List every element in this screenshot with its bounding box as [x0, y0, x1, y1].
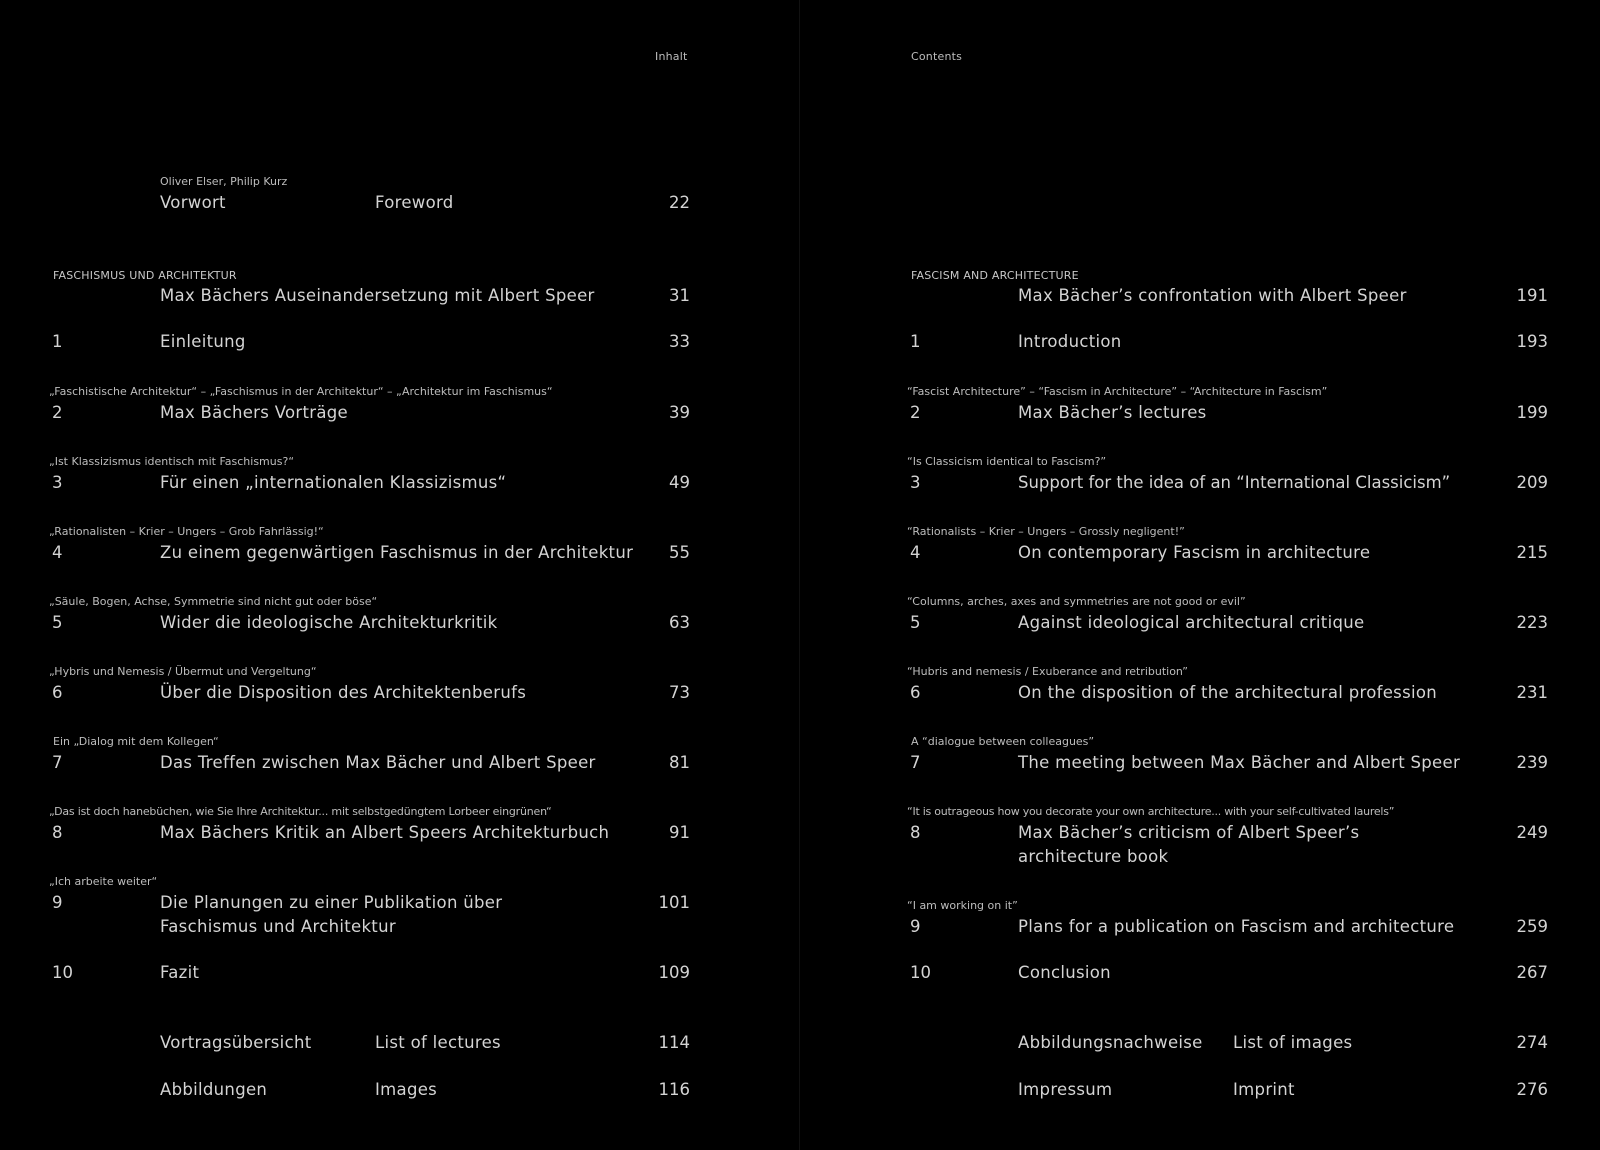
chapter-kicker: “I am working on it” — [907, 899, 1018, 912]
chapter-kicker: “Hubris and nemesis / Exuberance and retribution” — [907, 665, 1189, 678]
chapter-number: 10 — [52, 963, 73, 982]
chapter-number: 7 — [52, 753, 63, 772]
chapter-number: 8 — [52, 823, 63, 842]
chapter-title: The meeting between Max Bächer and Albert Speer — [1018, 753, 1461, 772]
chapter-page: 55 — [669, 543, 690, 562]
chapter-kicker: A “dialogue between colleagues” — [911, 735, 1095, 748]
chapter-title: On the disposition of the architectural profession — [1018, 683, 1438, 702]
appendix-page: 274 — [1516, 1033, 1548, 1052]
chapter-title: Für einen „internationalen Klassizismus“ — [160, 473, 507, 492]
chapter-page: 249 — [1516, 823, 1548, 842]
chapter-title: Über die Disposition des Architektenberufs — [160, 683, 527, 702]
chapter-title: Fazit — [160, 963, 200, 982]
chapter-title: Against ideological architectural critique — [1018, 613, 1365, 632]
foreword-title-de: Vorwort — [160, 193, 226, 212]
appendix-page: 116 — [658, 1080, 690, 1099]
appendix-title-de: Vortragsübersicht — [160, 1033, 312, 1052]
chapter-kicker: “It is outrageous how you decorate your own architecture... with your self-cultivated laurels” — [907, 805, 1395, 818]
appendix-title-de: Abbildungsnachweise — [1018, 1033, 1203, 1052]
chapter-number: 9 — [910, 917, 921, 936]
chapter-page: 209 — [1516, 473, 1548, 492]
chapter-title: Max Bächer’s criticism of Albert Speer’s — [1018, 823, 1360, 842]
page-header-inhalt: Inhalt — [655, 50, 688, 63]
chapter-kicker: „Ich arbeite weiter“ — [49, 875, 158, 888]
chapter-number: 1 — [910, 332, 921, 351]
chapter-title-line2: architecture book — [1018, 847, 1169, 866]
chapter-title: Die Planungen zu einer Publikation über — [160, 893, 503, 912]
chapter-page: 215 — [1516, 543, 1548, 562]
chapter-title: Wider die ideologische Architekturkritik — [160, 613, 498, 632]
chapter-number: 1 — [52, 332, 63, 351]
chapter-number: 6 — [52, 683, 63, 702]
chapter-page: 231 — [1516, 683, 1548, 702]
right-page — [800, 0, 1600, 1150]
chapter-page: 49 — [669, 473, 690, 492]
chapter-page: 33 — [669, 332, 690, 351]
chapter-title: Einleitung — [160, 332, 246, 351]
appendix-title-de: Impressum — [1018, 1080, 1113, 1099]
chapter-number: 6 — [910, 683, 921, 702]
chapter-page: 223 — [1516, 613, 1548, 632]
chapter-kicker: „Säule, Bogen, Achse, Symmetrie sind nicht gut oder böse“ — [49, 595, 378, 608]
page-header-contents: Contents — [911, 50, 963, 63]
chapter-kicker: „Hybris und Nemesis / Übermut und Vergeltung“ — [49, 665, 317, 678]
chapter-page: 81 — [669, 753, 690, 772]
chapter-number: 2 — [52, 403, 63, 422]
chapter-title: Zu einem gegenwärtigen Faschismus in der Architektur — [160, 543, 634, 562]
chapter-title: Max Bächer’s lectures — [1018, 403, 1207, 422]
chapter-number: 4 — [52, 543, 63, 562]
appendix-page: 114 — [658, 1033, 690, 1052]
foreword-authors: Oliver Elser, Philip Kurz — [160, 175, 288, 188]
appendix-title-de: Abbildungen — [160, 1080, 268, 1099]
chapter-page: 109 — [658, 963, 690, 982]
chapter-number: 5 — [910, 613, 921, 632]
chapter-number: 9 — [52, 893, 63, 912]
appendix-title-en: List of lectures — [375, 1033, 501, 1052]
chapter-page: 193 — [1516, 332, 1548, 351]
chapter-kicker: „Ist Klassizismus identisch mit Faschismus?“ — [49, 455, 295, 468]
chapter-kicker: “Fascist Architecture” – “Fascism in Architecture” – “Architecture in Fascism” — [907, 385, 1328, 398]
chapter-page: 91 — [669, 823, 690, 842]
chapter-number: 3 — [52, 473, 63, 492]
chapter-kicker: „Das ist doch hanebüchen, wie Sie Ihre Architektur... mit selbstgedüngtem Lorbeer eingrünen“ — [49, 805, 552, 818]
chapter-kicker: “Is Classicism identical to Fascism?” — [907, 455, 1107, 468]
chapter-number: 10 — [910, 963, 931, 982]
chapter-title: Support for the idea of an “International Classicism” — [1018, 473, 1451, 492]
appendix-title-en: List of images — [1233, 1033, 1353, 1052]
chapter-kicker: „Rationalisten – Krier – Ungers – Grob Fahrlässig!“ — [49, 525, 324, 538]
chapter-kicker: „Faschistische Architektur“ – „Faschismus in der Architektur“ – „Architektur im Faschismus“ — [49, 385, 553, 398]
foreword-page: 22 — [669, 193, 690, 212]
chapter-page: 199 — [1516, 403, 1548, 422]
chapter-page: 267 — [1516, 963, 1548, 982]
chapter-page: 259 — [1516, 917, 1548, 936]
chapter-title-line2: Faschismus und Architektur — [160, 917, 396, 936]
section-intro: Max Bächer’s confrontation with Albert Speer — [1018, 286, 1407, 305]
chapter-number: 8 — [910, 823, 921, 842]
chapter-title: Max Bächers Kritik an Albert Speers Architekturbuch — [160, 823, 610, 842]
section-title: FASCISM AND ARCHITECTURE — [911, 269, 1079, 282]
chapter-title: On contemporary Fascism in architecture — [1018, 543, 1371, 562]
appendix-title-en: Images — [375, 1080, 438, 1099]
chapter-page: 39 — [669, 403, 690, 422]
chapter-page: 239 — [1516, 753, 1548, 772]
chapter-page: 73 — [669, 683, 690, 702]
chapter-page: 101 — [658, 893, 690, 912]
chapter-kicker: “Columns, arches, axes and symmetries are not good or evil” — [907, 595, 1246, 608]
chapter-number: 5 — [52, 613, 63, 632]
appendix-page: 276 — [1516, 1080, 1548, 1099]
chapter-number: 4 — [910, 543, 921, 562]
chapter-title: Plans for a publication on Fascism and architecture — [1018, 917, 1455, 936]
chapter-number: 2 — [910, 403, 921, 422]
chapter-number: 3 — [910, 473, 921, 492]
section-intro-page: 31 — [669, 286, 690, 305]
section-intro-page: 191 — [1516, 286, 1548, 305]
chapter-kicker: Ein „Dialog mit dem Kollegen“ — [53, 735, 219, 748]
foreword-title-en: Foreword — [375, 193, 454, 212]
chapter-title: Introduction — [1018, 332, 1122, 351]
chapter-title: Max Bächers Vorträge — [160, 403, 348, 422]
chapter-title: Das Treffen zwischen Max Bächer und Albert Speer — [160, 753, 596, 772]
appendix-title-en: Imprint — [1233, 1080, 1295, 1099]
chapter-number: 7 — [910, 753, 921, 772]
chapter-kicker: “Rationalists – Krier – Ungers – Grossly negligent!” — [907, 525, 1185, 538]
section-title: FASCHISMUS UND ARCHITEKTUR — [53, 269, 237, 282]
section-intro: Max Bächers Auseinandersetzung mit Albert Speer — [160, 286, 595, 305]
chapter-title: Conclusion — [1018, 963, 1111, 982]
chapter-page: 63 — [669, 613, 690, 632]
